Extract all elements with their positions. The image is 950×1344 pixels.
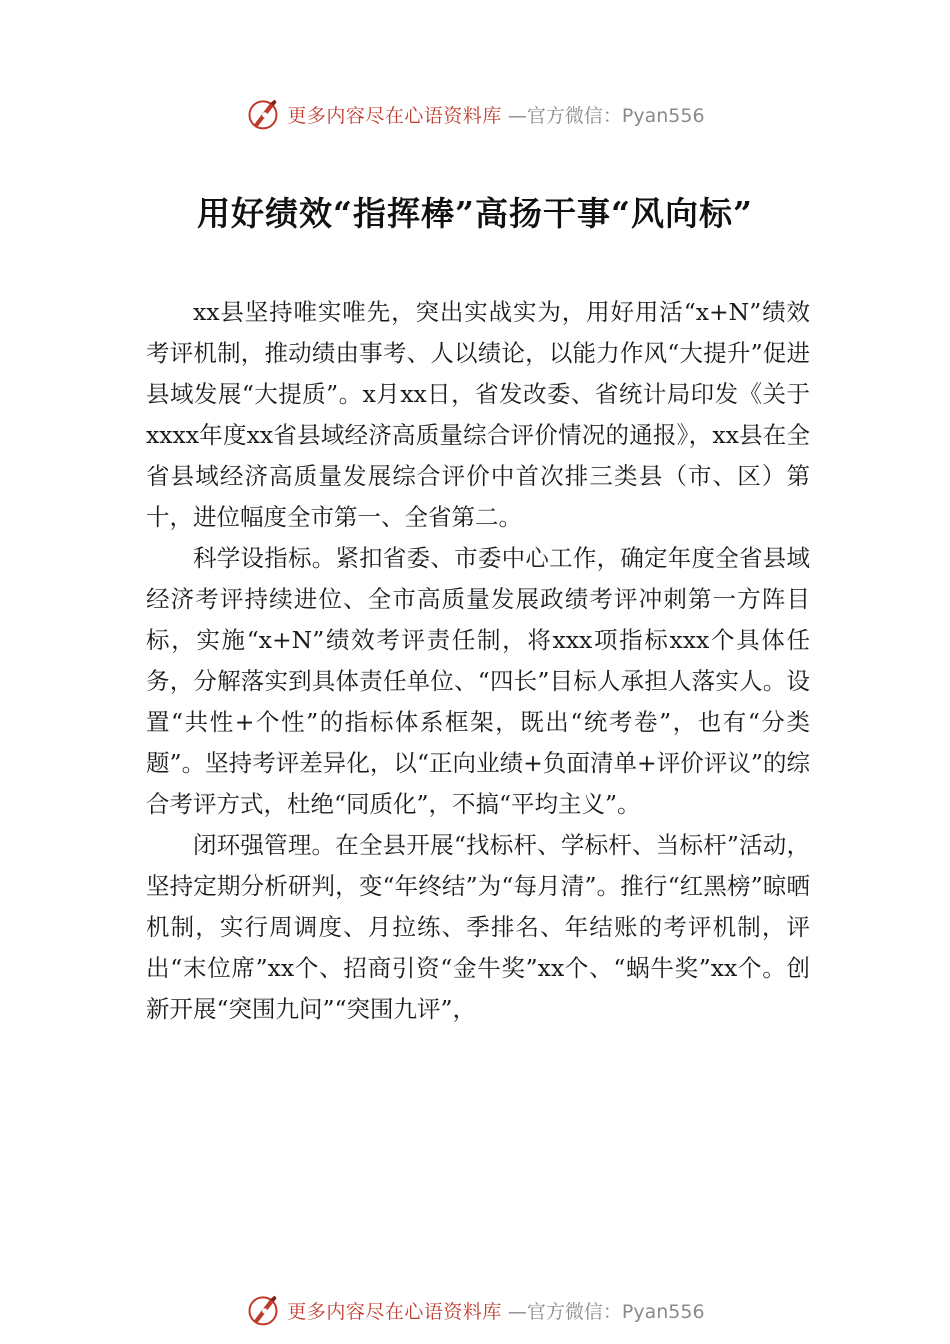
- watermark-wechat-text: —官方微信：Pyan556: [507, 1300, 705, 1323]
- paragraph-intro: xx县坚持唯实唯先，突出实战实为，用好用活“x+N”绩效考评机制，推动绩由事考、人以绩论，以能力作风“大提升”促进县域发展“大提质”。x月xx日，省发改委、省统计局印发《关于xxxx年度xx省县域经济高质量综合评价情况的通报》，xx县在全省县域经济高质量发展综合评价中首次排三类县（市、区）第十，进位幅度全市第一、全省第二。: [146, 298, 810, 531]
- quill-pen-circle-icon: [245, 96, 281, 132]
- paragraph-indicators: 科学设指标。紧扣省委、市委中心工作，确定年度全省县域经济考评持续进位、全市高质量发展政绩考评冲刺第一方阵目标，实施“x+N”绩效考评责任制，将xxx项指标xxx个具体任务，分解落实到具体责任单位、“四长”目标人承担人落实人。设置“共性+个性”的指标体系框架，既出“统考卷”，也有“分类题”。坚持考评差异化，以“正向业绩+负面清单+评价评议”的综合考评方式，杜绝“同质化”，不搞“平均主义”。: [146, 544, 810, 818]
- document-body: [146, 292, 810, 1030]
- quill-pen-circle-icon: [245, 1292, 281, 1328]
- document-title: 用好绩效“指挥棒”高扬干事“风向标”: [197, 194, 753, 233]
- watermark-wechat-text: —官方微信：Pyan556: [507, 104, 705, 127]
- paragraph-management: 闭环强管理。在全县开展“找标杆、学标杆、当标杆”活动，坚持定期分析研判，变“年终结”为“每月清”。推行“红黑榜”晾晒机制，实行周调度、月拉练、季排名、年结账的考评机制，评出“末位席”xx个、招商引资“金牛奖”xx个、“蜗牛奖”xx个。创新开展“突围九问”“突围九评”，: [146, 831, 810, 1023]
- header-watermark: [0, 94, 950, 134]
- watermark-library-text: 更多内容尽在心语资料库: [287, 104, 502, 127]
- footer-watermark: [0, 1290, 950, 1330]
- watermark-library-text: 更多内容尽在心语资料库: [287, 1300, 502, 1323]
